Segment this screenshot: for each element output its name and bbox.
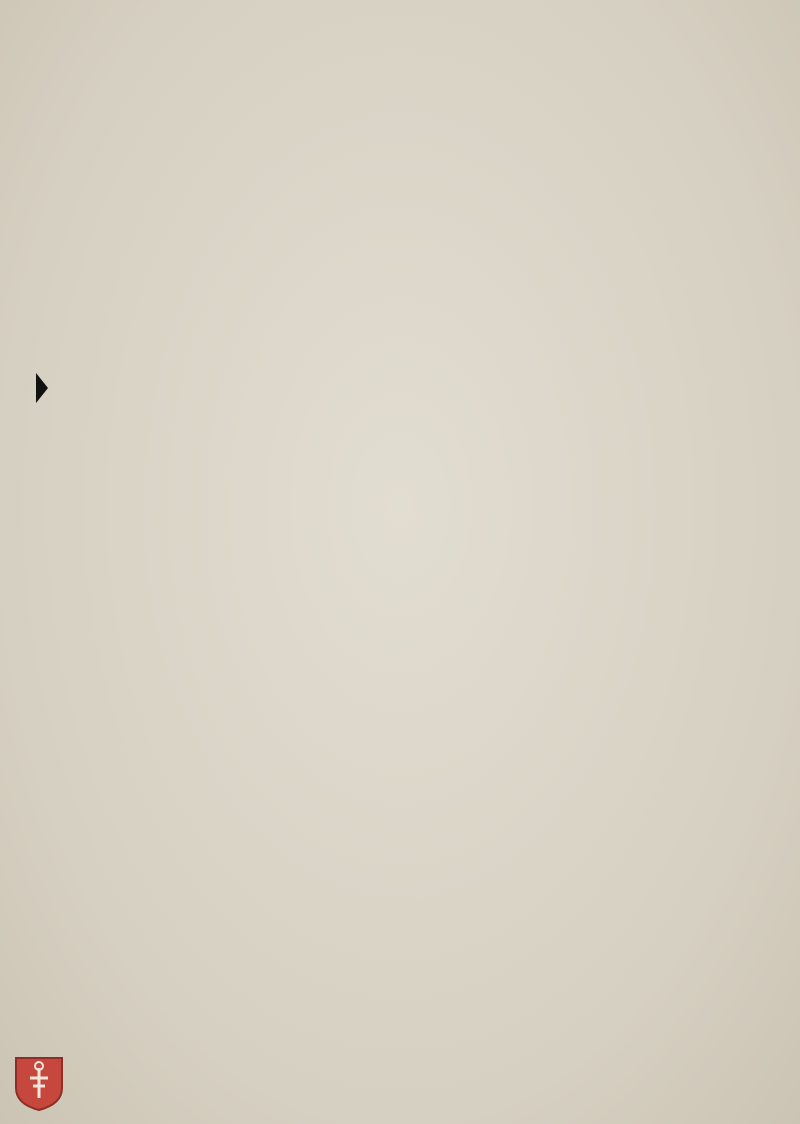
papal-seal-icon (12, 1054, 66, 1112)
page-marker-arrow-icon (36, 373, 48, 403)
